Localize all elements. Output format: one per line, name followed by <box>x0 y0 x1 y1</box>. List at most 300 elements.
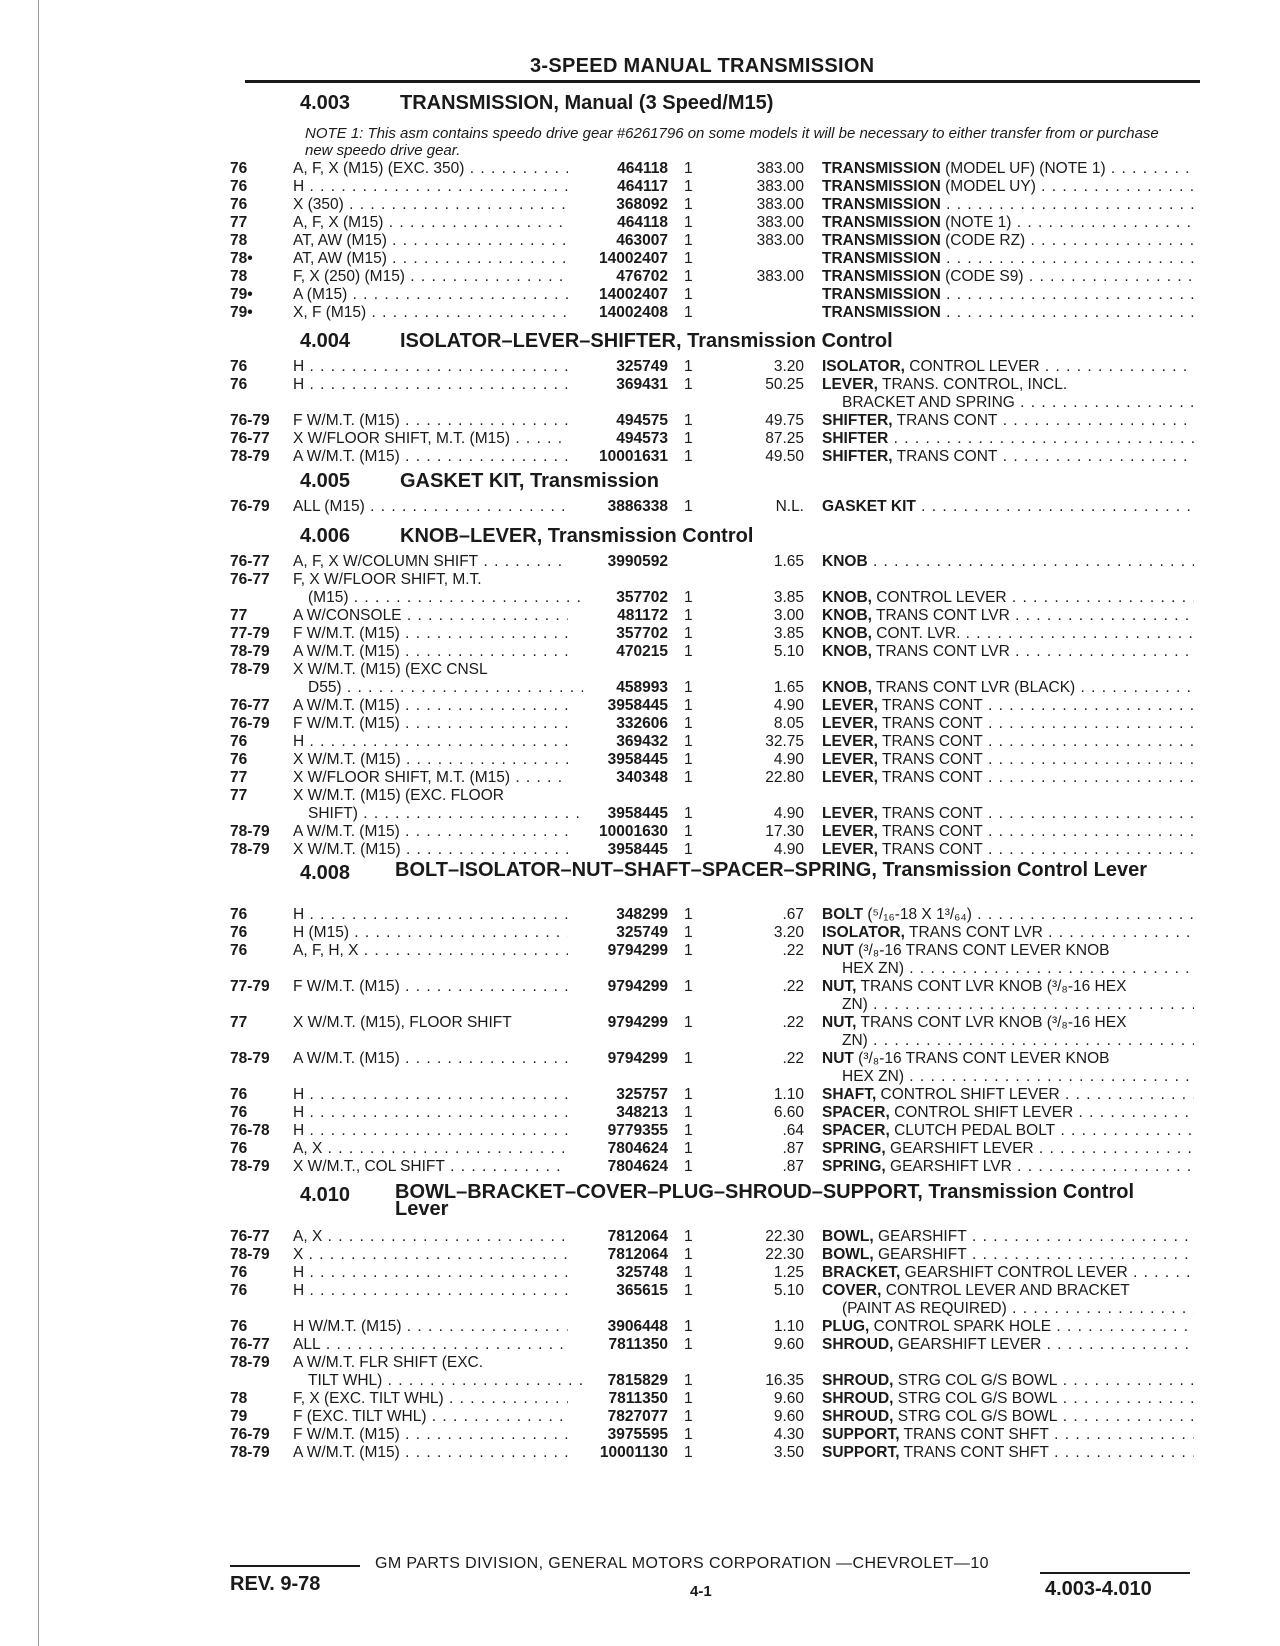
section-title: BOLT–ISOLATOR–NUT–SHAFT–SPACER–SPRING, Transmission Control Lever <box>395 859 1147 881</box>
section-title: KNOB–LEVER, Transmission Control <box>400 525 754 547</box>
application: F W/M.T. (M15) . . . <box>293 625 568 643</box>
part-name: NUT, <box>822 978 857 995</box>
section-number: 4.004 <box>300 330 351 352</box>
quantity: 1 <box>684 805 693 822</box>
part-number: 340348 <box>616 769 668 786</box>
part-name: SUPPORT, <box>822 1426 900 1443</box>
list-price: 383.00 <box>756 160 804 177</box>
quantity: 1 <box>684 232 693 249</box>
part-detail: GEARSHIFT LEVER <box>885 1140 1034 1157</box>
list-price: 383.00 <box>756 214 804 231</box>
part-description <box>822 1086 1194 1104</box>
quantity: 1 <box>684 178 693 195</box>
application: H . . . <box>293 376 568 394</box>
footer-section-range: 4.003-4.010 <box>1045 1578 1152 1600</box>
list-price: .22 <box>782 1050 804 1067</box>
list-price: 5.10 <box>773 643 804 660</box>
part-description <box>822 805 1194 823</box>
section-title: ISOLATOR–LEVER–SHIFTER, Transmission Control <box>400 330 893 352</box>
part-number: 463007 <box>616 232 668 249</box>
list-price: 9.60 <box>773 1408 804 1425</box>
parts-row <box>0 942 1280 960</box>
parts-row <box>0 589 1280 607</box>
application: A, F, X W/COLUMN SHIFT . . . <box>293 553 568 571</box>
part-name: LEVER, <box>822 697 878 714</box>
part-name: SUPPORT, <box>822 1444 900 1461</box>
part-name: SHROUD, <box>822 1408 894 1425</box>
model-year: 77 <box>230 769 248 786</box>
part-number: 10001130 <box>599 1444 668 1461</box>
parts-row-continuation <box>0 996 1280 1014</box>
part-name: SHIFTER, <box>822 448 893 465</box>
part-number: 3958445 <box>607 697 668 714</box>
part-description-continued: (PAINT AS REQUIRED) . . . <box>842 1300 1194 1318</box>
model-year: 76 <box>230 1318 248 1335</box>
parts-row <box>0 1140 1280 1158</box>
application: X W/FLOOR SHIFT, M.T. (M15) . . . <box>293 430 568 448</box>
section-number: 4.006 <box>300 525 351 547</box>
quantity: 1 <box>684 1264 693 1281</box>
part-name: SPACER, <box>822 1104 890 1121</box>
model-year: 76 <box>230 160 248 177</box>
application: A W/M.T. (M15) . . . <box>293 643 568 661</box>
part-number: 7811350 <box>608 1336 668 1353</box>
quantity: 1 <box>684 942 693 959</box>
part-detail: CONTROL LEVER <box>871 589 1007 606</box>
parts-row <box>0 697 1280 715</box>
part-detail: TRANS CONT <box>877 823 983 840</box>
part-description <box>822 589 1194 607</box>
part-number: 14002407 <box>599 286 668 303</box>
application: X . . . <box>293 1246 568 1264</box>
parts-row <box>0 178 1280 196</box>
application: X W/M.T. (M15) (EXC CNSL <box>293 661 488 678</box>
part-name: ISOLATOR, <box>822 358 905 375</box>
part-number: 348213 <box>616 1104 668 1121</box>
model-year: 79• <box>230 286 253 303</box>
part-name: KNOB, <box>822 589 872 606</box>
application: TILT WHL) . . . <box>308 1372 583 1390</box>
part-detail: (CODE S9) <box>940 268 1024 285</box>
part-description <box>822 1014 1194 1032</box>
list-price: 8.05 <box>773 715 804 732</box>
list-price: 4.30 <box>773 1426 804 1443</box>
part-number: 3990592 <box>607 553 668 570</box>
part-detail: TRANS CONT <box>877 805 983 822</box>
list-price: 3.50 <box>773 1444 804 1461</box>
list-price: .22 <box>782 1014 804 1031</box>
parts-row <box>0 196 1280 214</box>
application: X W/M.T. (M15), FLOOR SHIFT <box>293 1014 512 1031</box>
part-detail: GEARSHIFT LVR <box>885 1158 1012 1175</box>
part-detail: TRANS CONT LVR <box>871 607 1010 624</box>
application: A, F, X (M15) (EXC. 350) . . . <box>293 160 568 178</box>
model-year: 78-79 <box>230 841 270 858</box>
part-description <box>822 1444 1194 1462</box>
quantity: 1 <box>684 1426 693 1443</box>
list-price: 49.75 <box>765 412 804 429</box>
title-rule <box>245 80 1200 83</box>
part-number: 7804624 <box>607 1158 668 1175</box>
part-number: 9794299 <box>607 1014 668 1031</box>
part-name: KNOB, <box>822 643 872 660</box>
part-detail: TRANS CONT <box>892 448 998 465</box>
part-detail: (MODEL UF) (NOTE 1) <box>940 160 1106 177</box>
list-price: .22 <box>782 978 804 995</box>
parts-row-continuation <box>0 1300 1280 1318</box>
section-title: GASKET KIT, Transmission <box>400 470 659 492</box>
parts-row <box>0 1426 1280 1444</box>
section-number: 4.003 <box>300 92 351 114</box>
application: A, X . . . <box>293 1140 568 1158</box>
part-detail: (⁵/₁₆-18 X 1³/₆₄) <box>863 906 972 923</box>
part-detail: (NOTE 1) <box>940 214 1012 231</box>
model-year: 76 <box>230 924 248 941</box>
part-name: LEVER, <box>822 715 878 732</box>
parts-row <box>0 733 1280 751</box>
part-name: SHAFT, <box>822 1086 877 1103</box>
application: (M15) . . . <box>308 589 583 607</box>
application: H W/M.T. (M15) . . . <box>293 1318 568 1336</box>
part-number: 368092 <box>616 196 668 213</box>
list-price: 1.65 <box>773 553 804 570</box>
parts-row <box>0 268 1280 286</box>
quantity: 1 <box>684 1228 693 1245</box>
model-year: 78 <box>230 268 248 285</box>
part-name: TRANSMISSION <box>822 178 941 195</box>
part-detail: TRANS CONT <box>877 733 983 750</box>
model-year: 76-77 <box>230 1336 270 1353</box>
model-year: 79• <box>230 304 253 321</box>
part-number: 9794299 <box>607 1050 668 1067</box>
application: A W/M.T. (M15) . . . <box>293 697 568 715</box>
application: AT, AW (M15) . . . <box>293 232 568 250</box>
part-description <box>822 232 1194 250</box>
part-number: 3975595 <box>607 1426 668 1443</box>
part-number: 325749 <box>616 924 668 941</box>
model-year: 78 <box>230 232 248 249</box>
list-price: 9.60 <box>773 1336 804 1353</box>
footer-rule-left <box>230 1565 360 1567</box>
parts-row <box>0 661 1280 679</box>
quantity: 1 <box>684 498 693 515</box>
part-description <box>822 376 1194 394</box>
section-number: 4.005 <box>300 470 351 492</box>
part-description-continued: HEX ZN) . . . <box>842 960 1194 978</box>
parts-row <box>0 1372 1280 1390</box>
application: H . . . <box>293 906 568 924</box>
part-name: NUT, <box>822 1014 857 1031</box>
model-year: 76 <box>230 906 248 923</box>
parts-row <box>0 1444 1280 1462</box>
part-description <box>822 448 1194 466</box>
parts-row <box>0 214 1280 232</box>
part-number: 365615 <box>616 1282 668 1299</box>
part-name: PLUG, <box>822 1318 870 1335</box>
part-description <box>822 1390 1194 1408</box>
list-price: 22.30 <box>765 1246 804 1263</box>
quantity: 1 <box>684 250 693 267</box>
part-name: NUT <box>822 942 854 959</box>
part-detail: CONTROL LEVER <box>904 358 1040 375</box>
part-description <box>822 412 1194 430</box>
application: X W/M.T. (M15) . . . <box>293 841 568 859</box>
parts-row <box>0 1246 1280 1264</box>
part-detail: GEARSHIFT <box>873 1246 967 1263</box>
parts-row <box>0 1282 1280 1300</box>
quantity: 1 <box>684 1158 693 1175</box>
part-description <box>822 430 1194 448</box>
part-name: COVER, <box>822 1282 882 1299</box>
application: A (M15) . . . <box>293 286 568 304</box>
parts-row <box>0 160 1280 178</box>
list-price: 383.00 <box>756 196 804 213</box>
parts-row <box>0 1158 1280 1176</box>
quantity: 1 <box>684 1140 693 1157</box>
quantity: 1 <box>684 1246 693 1263</box>
part-name: LEVER, <box>822 769 878 786</box>
model-year: 76 <box>230 178 248 195</box>
parts-row <box>0 625 1280 643</box>
part-name: NUT <box>822 1050 854 1067</box>
part-description <box>822 1408 1194 1426</box>
parts-row <box>0 412 1280 430</box>
part-description <box>822 1264 1194 1282</box>
model-year: 78-79 <box>230 823 270 840</box>
quantity: 1 <box>684 643 693 660</box>
model-year: 76 <box>230 196 248 213</box>
part-number: 369432 <box>616 733 668 750</box>
page-title: 3-SPEED MANUAL TRANSMISSION <box>530 55 875 77</box>
list-price: 87.25 <box>765 430 804 447</box>
part-detail: TRANS CONT <box>877 697 983 714</box>
model-year: 79 <box>230 1408 248 1425</box>
footer-page-number: 4-1 <box>690 1583 712 1600</box>
list-price: 4.90 <box>773 805 804 822</box>
part-name: TRANSMISSION <box>822 268 941 285</box>
part-name: BOWL, <box>822 1246 874 1263</box>
model-year: 78-79 <box>230 1246 270 1263</box>
part-number: 494575 <box>616 412 668 429</box>
quantity: 1 <box>684 1282 693 1299</box>
parts-row <box>0 286 1280 304</box>
part-name: SHIFTER <box>822 430 889 447</box>
part-description <box>822 1336 1194 1354</box>
part-number: 3886338 <box>607 498 668 515</box>
list-price: 1.10 <box>773 1086 804 1103</box>
part-description-continued: HEX ZN) . . . <box>842 1068 1194 1086</box>
parts-row <box>0 924 1280 942</box>
quantity: 1 <box>684 1390 693 1407</box>
part-name: SPRING, <box>822 1140 886 1157</box>
model-year: 78-79 <box>230 1050 270 1067</box>
quantity: 1 <box>684 268 693 285</box>
parts-row <box>0 715 1280 733</box>
section-heading <box>0 859 1280 888</box>
parts-row <box>0 430 1280 448</box>
model-year: 78-79 <box>230 661 270 678</box>
list-price: 3.20 <box>773 924 804 941</box>
parts-row <box>0 304 1280 322</box>
quantity: 1 <box>684 751 693 768</box>
application: ALL (M15) . . . <box>293 498 568 516</box>
parts-row <box>0 1050 1280 1068</box>
part-detail: CONTROL SPARK HOLE <box>869 1318 1052 1335</box>
section-heading <box>0 330 1280 356</box>
section-heading <box>0 470 1280 496</box>
part-description <box>822 286 1194 304</box>
parts-row <box>0 1014 1280 1032</box>
parts-row <box>0 1104 1280 1122</box>
part-detail: TRANS CONT LVR <box>871 643 1010 660</box>
model-year: 77 <box>230 787 248 804</box>
part-number: 7811350 <box>608 1390 668 1407</box>
application: X W/M.T. (M15) (EXC. FLOOR <box>293 787 504 804</box>
quantity: 1 <box>684 1014 693 1031</box>
part-description <box>822 1372 1194 1390</box>
application: A W/M.T. (M15) . . . <box>293 1444 568 1462</box>
quantity: 1 <box>684 1086 693 1103</box>
part-number: 325757 <box>616 1086 668 1103</box>
model-year: 76-77 <box>230 697 270 714</box>
part-description <box>822 906 1194 924</box>
part-name: ISOLATOR, <box>822 924 905 941</box>
application: F W/M.T. (M15) . . . <box>293 715 568 733</box>
model-year: 76-79 <box>230 1426 270 1443</box>
quantity: 1 <box>684 924 693 941</box>
list-price: 383.00 <box>756 268 804 285</box>
application: A, F, H, X . . . <box>293 942 568 960</box>
model-year: 77 <box>230 1014 248 1031</box>
parts-row-continuation <box>0 394 1280 412</box>
part-name: SHROUD, <box>822 1372 894 1389</box>
part-description-continued: ZN) . . . <box>842 1032 1194 1050</box>
part-description <box>822 643 1194 661</box>
model-year: 78-79 <box>230 448 270 465</box>
quantity: 1 <box>684 196 693 213</box>
application: A W/CONSOLE . . . <box>293 607 568 625</box>
quantity: 1 <box>684 625 693 642</box>
part-detail: CONTROL LEVER AND BRACKET <box>881 1282 1130 1299</box>
part-name: KNOB, <box>822 607 872 624</box>
quantity: 1 <box>684 1104 693 1121</box>
application: H . . . <box>293 1086 568 1104</box>
list-price: 3.85 <box>773 589 804 606</box>
application: F, X (250) (M15) . . . <box>293 268 568 286</box>
list-price: 16.35 <box>765 1372 804 1389</box>
parts-row <box>0 679 1280 697</box>
list-price: 49.50 <box>765 448 804 465</box>
part-name: TRANSMISSION <box>822 232 941 249</box>
model-year: 76 <box>230 1282 248 1299</box>
list-price: .22 <box>782 942 804 959</box>
part-description <box>822 697 1194 715</box>
parts-row <box>0 376 1280 394</box>
part-number: 470215 <box>616 643 668 660</box>
application: X W/M.T., COL SHIFT . . . <box>293 1158 568 1176</box>
part-detail: TRANS CONT LVR (BLACK) <box>871 679 1076 696</box>
list-price: 22.30 <box>765 1228 804 1245</box>
quantity: 1 <box>684 358 693 375</box>
list-price: N.L. <box>775 498 804 515</box>
quantity: 1 <box>684 715 693 732</box>
part-number: 464118 <box>617 214 668 231</box>
part-name: LEVER, <box>822 823 878 840</box>
part-description <box>822 751 1194 769</box>
part-description <box>822 1050 1194 1068</box>
application: H . . . <box>293 178 568 196</box>
model-year: 76-77 <box>230 430 270 447</box>
quantity: 1 <box>684 679 693 696</box>
parts-row <box>0 607 1280 625</box>
part-description <box>822 498 1194 516</box>
part-description <box>822 1246 1194 1264</box>
parts-row <box>0 553 1280 571</box>
list-price: 9.60 <box>773 1390 804 1407</box>
model-year: 76 <box>230 1104 248 1121</box>
part-number: 3958445 <box>607 841 668 858</box>
part-detail: (³/₈-16 TRANS CONT LEVER KNOB <box>853 1050 1110 1067</box>
part-name: LEVER, <box>822 733 878 750</box>
section-title: BOWL–BRACKET–COVER–PLUG–SHROUD–SUPPORT, Transmission Control Lever <box>395 1181 1134 1220</box>
application: A W/M.T. (M15) . . . <box>293 823 568 841</box>
part-description <box>822 358 1194 376</box>
part-description <box>822 178 1194 196</box>
list-price: 1.25 <box>773 1264 804 1281</box>
part-name: TRANSMISSION <box>822 304 941 321</box>
part-description <box>822 607 1194 625</box>
quantity: 1 <box>684 589 693 606</box>
quantity: 1 <box>684 448 693 465</box>
part-description <box>822 769 1194 787</box>
parts-row <box>0 498 1280 516</box>
application: AT, AW (M15) . . . <box>293 250 568 268</box>
model-year: 77-79 <box>230 978 270 995</box>
quantity: 1 <box>684 823 693 840</box>
part-description <box>822 841 1194 859</box>
part-detail: TRANS. CONTROL, INCL. <box>877 376 1068 393</box>
part-detail: TRANS CONT <box>877 841 983 858</box>
part-number: 494573 <box>616 430 668 447</box>
part-number: 9794299 <box>607 978 668 995</box>
application: F W/M.T. (M15) . . . <box>293 412 568 430</box>
list-price: 6.60 <box>773 1104 804 1121</box>
list-price: 1.65 <box>773 679 804 696</box>
quantity: 1 <box>684 1050 693 1067</box>
part-number: 14002407 <box>599 250 668 267</box>
model-year: 76 <box>230 942 248 959</box>
model-year: 76-79 <box>230 412 270 429</box>
parts-row <box>0 787 1280 805</box>
part-detail: GEARSHIFT LEVER <box>893 1336 1042 1353</box>
part-name: KNOB <box>822 553 868 570</box>
application: H . . . <box>293 1104 568 1122</box>
footer-rule-right <box>1040 1572 1190 1574</box>
parts-row <box>0 1318 1280 1336</box>
quantity: 1 <box>684 430 693 447</box>
part-number: 10001631 <box>599 448 668 465</box>
parts-row <box>0 841 1280 859</box>
model-year: 77 <box>230 607 248 624</box>
part-description <box>822 1426 1194 1444</box>
part-detail: TRANS CONT <box>877 769 983 786</box>
part-name: SPRING, <box>822 1158 886 1175</box>
part-description <box>822 679 1194 697</box>
parts-row <box>0 250 1280 268</box>
parts-row <box>0 823 1280 841</box>
list-price: 383.00 <box>756 232 804 249</box>
application: X, F (M15) . . . <box>293 304 568 322</box>
